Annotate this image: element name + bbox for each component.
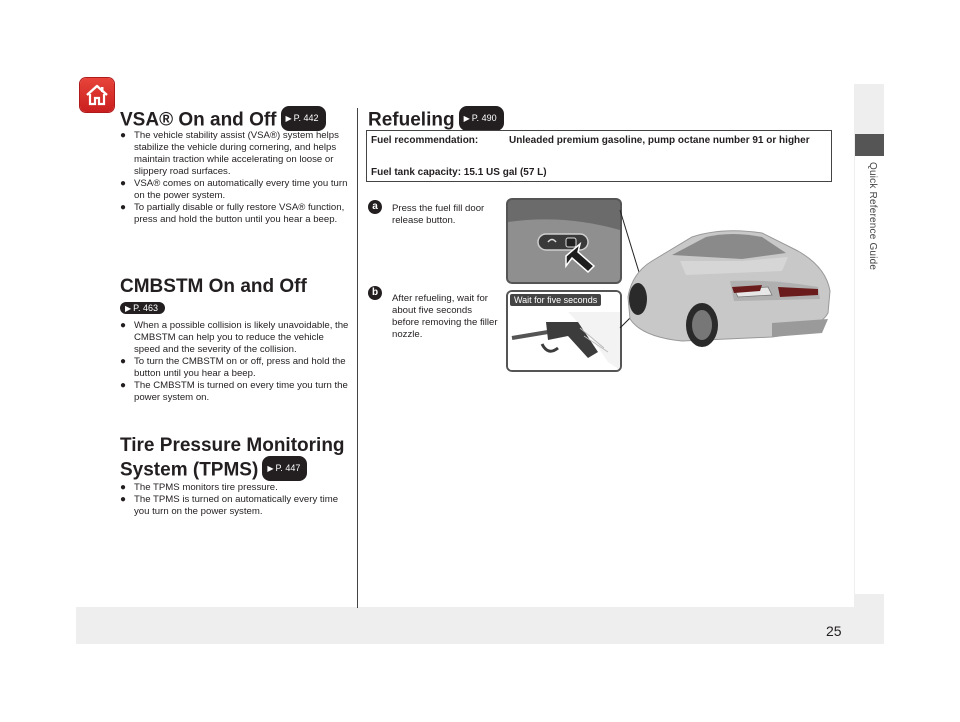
- refueling-page-ref[interactable]: [459, 106, 504, 131]
- step-marker-a: a: [368, 200, 382, 214]
- page-ref-arrow-icon: ▶: [125, 304, 132, 313]
- list-item: ● VSA® comes on automatically every time you turn on the power system.: [120, 178, 352, 202]
- list-item: ● The TPMS monitors tire pressure.: [120, 482, 352, 494]
- list-item: ● The vehicle stability assist (VSA®) system helps stabilize the vehicle during cornering, and helps maintain traction while accelerating on loose or slippery road surfaces.: [120, 130, 352, 178]
- tpms-heading-line1: Tire Pressure Monitoring: [120, 435, 345, 456]
- tpms-heading-text: System (TPMS): [120, 459, 259, 481]
- side-tab-label[interactable]: Quick Reference Guide: [867, 162, 878, 271]
- fuel-recommendation-value: Unleaded premium gasoline, pump octane number 91 or higher: [509, 135, 810, 146]
- cmbs-bullets: [120, 320, 352, 404]
- cmbs-heading: CMBSTM On and Off: [120, 276, 307, 297]
- tpms-heading-line2: [120, 458, 307, 483]
- fuel-info-box: [366, 130, 832, 182]
- cmbs-page-ref-text: P. 463: [133, 303, 159, 313]
- list-item: ● When a possible collision is likely unavoidable, the CMBSTM can help you to reduce the vehicle speed and the severity of the collision.: [120, 320, 352, 356]
- tpms-page-ref-text: P. 447: [275, 463, 301, 473]
- tpms-page-ref[interactable]: [262, 456, 307, 481]
- vsa-page-ref[interactable]: [281, 106, 326, 131]
- list-item: ● To turn the CMBSTM on or off, press and hold the button until you hear a beep.: [120, 356, 352, 380]
- cmbs-page-ref[interactable]: [120, 302, 165, 314]
- car-illustration: [622, 215, 834, 355]
- side-tab-marker: [855, 134, 884, 156]
- vsa-heading-text: VSA® On and Off: [120, 109, 277, 131]
- column-divider: [357, 108, 358, 608]
- refueling-heading-text: Refueling: [368, 109, 455, 131]
- list-item: ● To partially disable or fully restore VSA® function, press and hold the button until you hear a beep.: [120, 202, 352, 226]
- vsa-bullets: [120, 130, 352, 226]
- page-ref-arrow-icon: ▶: [285, 114, 292, 123]
- page-number: 25: [826, 623, 842, 639]
- list-item: ● The CMBSTM is turned on every time you turn the power system on.: [120, 380, 352, 404]
- home-icon: [85, 83, 109, 107]
- home-button[interactable]: [80, 78, 114, 112]
- page-ref-arrow-icon: ▶: [463, 114, 470, 123]
- step-a-text: Press the fuel fill door release button.: [392, 203, 485, 226]
- vsa-page-ref-text: P. 442: [293, 113, 319, 123]
- list-item: ● The TPMS is turned on automatically every time you turn on the power system.: [120, 494, 352, 518]
- page-ref-arrow-icon: ▶: [267, 464, 274, 473]
- step-marker-b: b: [368, 286, 382, 300]
- fuel-recommendation-label: Fuel recommendation:: [371, 135, 479, 146]
- refueling-page-ref-text: P. 490: [471, 113, 497, 123]
- fuel-tank-capacity: Fuel tank capacity: 15.1 US gal (57 L): [371, 167, 547, 178]
- step-b-text: After refueling, wait for about five seconds before removing the filler nozzle.: [392, 293, 498, 340]
- wait-badge: Wait for five seconds: [510, 294, 601, 306]
- tpms-bullets: [120, 482, 352, 518]
